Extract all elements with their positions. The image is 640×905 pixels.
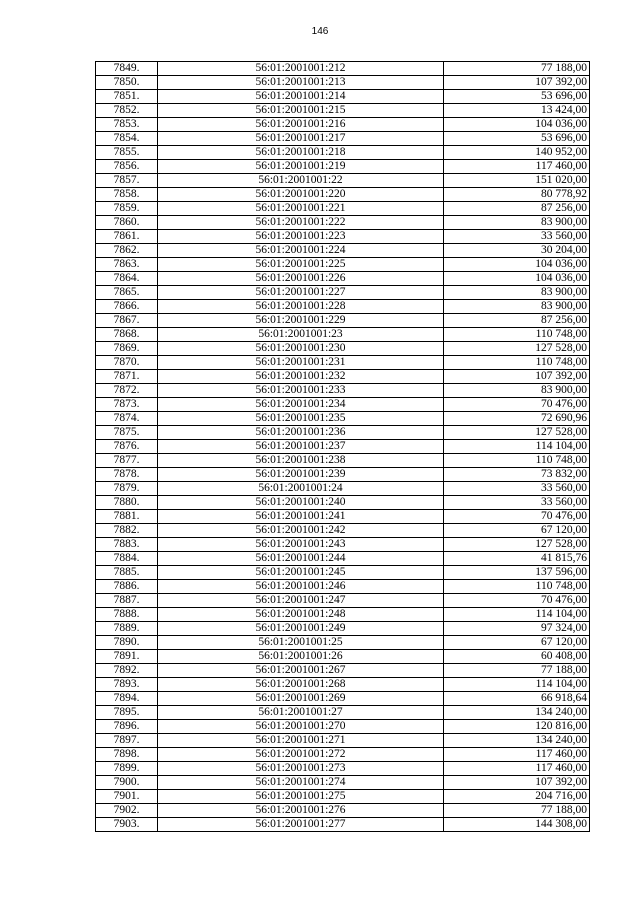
row-number-cell: 7865.	[96, 286, 158, 300]
table-row	[96, 384, 590, 398]
cadastral-value-cell: 117 460,00	[444, 748, 590, 762]
table-row	[96, 244, 590, 258]
table-row	[96, 468, 590, 482]
row-number-cell: 7876.	[96, 440, 158, 454]
table-row	[96, 804, 590, 818]
cadastral-value-cell: 107 392,00	[444, 370, 590, 384]
cadastral-number-cell: 56:01:2001001:249	[158, 622, 444, 636]
row-number-cell: 7862.	[96, 244, 158, 258]
cadastral-value-cell: 204 716,00	[444, 790, 590, 804]
row-number-cell: 7902.	[96, 804, 158, 818]
table-row	[96, 132, 590, 146]
table-row	[96, 510, 590, 524]
cadastral-number-cell: 56:01:2001001:274	[158, 776, 444, 790]
cadastral-number-cell: 56:01:2001001:270	[158, 720, 444, 734]
row-number-cell: 7891.	[96, 650, 158, 664]
cadastral-value-cell: 151 020,00	[444, 174, 590, 188]
cadastral-number-cell: 56:01:2001001:226	[158, 272, 444, 286]
cadastral-value-cell: 127 528,00	[444, 426, 590, 440]
row-number-cell: 7863.	[96, 258, 158, 272]
row-number-cell: 7857.	[96, 174, 158, 188]
cadastral-value-cell: 87 256,00	[444, 314, 590, 328]
cadastral-number-cell: 56:01:2001001:272	[158, 748, 444, 762]
cadastral-value-cell: 67 120,00	[444, 524, 590, 538]
cadastral-number-cell: 56:01:2001001:215	[158, 104, 444, 118]
table-row	[96, 188, 590, 202]
cadastral-value-cell: 120 816,00	[444, 720, 590, 734]
row-number-cell: 7894.	[96, 692, 158, 706]
table-row	[96, 272, 590, 286]
table-row	[96, 426, 590, 440]
row-number-cell: 7874.	[96, 412, 158, 426]
table-row	[96, 314, 590, 328]
row-number-cell: 7889.	[96, 622, 158, 636]
cadastral-number-cell: 56:01:2001001:27	[158, 706, 444, 720]
cadastral-number-cell: 56:01:2001001:232	[158, 370, 444, 384]
cadastral-value-cell: 77 188,00	[444, 804, 590, 818]
table-row	[96, 692, 590, 706]
row-number-cell: 7901.	[96, 790, 158, 804]
cadastral-number-cell: 56:01:2001001:221	[158, 202, 444, 216]
table-row	[96, 370, 590, 384]
table-row	[96, 776, 590, 790]
table-row	[96, 580, 590, 594]
row-number-cell: 7898.	[96, 748, 158, 762]
row-number-cell: 7861.	[96, 230, 158, 244]
cadastral-number-cell: 56:01:2001001:230	[158, 342, 444, 356]
cadastral-value-cell: 77 188,00	[444, 664, 590, 678]
cadastral-number-cell: 56:01:2001001:212	[158, 62, 444, 76]
cadastral-value-cell: 110 748,00	[444, 328, 590, 342]
table-row	[96, 664, 590, 678]
cadastral-value-cell: 127 528,00	[444, 538, 590, 552]
row-number-cell: 7853.	[96, 118, 158, 132]
cadastral-value-cell: 134 240,00	[444, 734, 590, 748]
row-number-cell: 7855.	[96, 146, 158, 160]
cadastral-number-cell: 56:01:2001001:239	[158, 468, 444, 482]
row-number-cell: 7884.	[96, 552, 158, 566]
cadastral-number-cell: 56:01:2001001:277	[158, 818, 444, 832]
cadastral-number-cell: 56:01:2001001:236	[158, 426, 444, 440]
cadastral-number-cell: 56:01:2001001:224	[158, 244, 444, 258]
table-row	[96, 524, 590, 538]
table-row	[96, 328, 590, 342]
cadastral-value-cell: 140 952,00	[444, 146, 590, 160]
row-number-cell: 7883.	[96, 538, 158, 552]
cadastral-value-cell: 110 748,00	[444, 454, 590, 468]
cadastral-number-cell: 56:01:2001001:268	[158, 678, 444, 692]
table-row	[96, 62, 590, 76]
cadastral-number-cell: 56:01:2001001:273	[158, 762, 444, 776]
table-row	[96, 636, 590, 650]
table-row	[96, 146, 590, 160]
table-row	[96, 538, 590, 552]
cadastral-value-cell: 83 900,00	[444, 384, 590, 398]
cadastral-number-cell: 56:01:2001001:247	[158, 594, 444, 608]
cadastral-value-cell: 83 900,00	[444, 300, 590, 314]
cadastral-number-cell: 56:01:2001001:26	[158, 650, 444, 664]
cadastral-number-cell: 56:01:2001001:276	[158, 804, 444, 818]
cadastral-value-cell: 80 778,92	[444, 188, 590, 202]
table-row	[96, 104, 590, 118]
row-number-cell: 7868.	[96, 328, 158, 342]
table-row	[96, 454, 590, 468]
table-row	[96, 342, 590, 356]
cadastral-value-cell: 60 408,00	[444, 650, 590, 664]
row-number-cell: 7896.	[96, 720, 158, 734]
page-number: 146	[311, 26, 329, 37]
cadastral-value-cell: 83 900,00	[444, 216, 590, 230]
cadastral-number-cell: 56:01:2001001:223	[158, 230, 444, 244]
cadastral-value-cell: 137 596,00	[444, 566, 590, 580]
row-number-cell: 7879.	[96, 482, 158, 496]
table-row	[96, 566, 590, 580]
table-row	[96, 258, 590, 272]
row-number-cell: 7851.	[96, 90, 158, 104]
cadastral-number-cell: 56:01:2001001:237	[158, 440, 444, 454]
table-row	[96, 790, 590, 804]
row-number-cell: 7888.	[96, 608, 158, 622]
cadastral-number-cell: 56:01:2001001:234	[158, 398, 444, 412]
row-number-cell: 7870.	[96, 356, 158, 370]
table-row	[96, 496, 590, 510]
table-row	[96, 398, 590, 412]
table-body	[96, 62, 590, 832]
table-row	[96, 720, 590, 734]
row-number-cell: 7873.	[96, 398, 158, 412]
row-number-cell: 7903.	[96, 818, 158, 832]
row-number-cell: 7881.	[96, 510, 158, 524]
row-number-cell: 7849.	[96, 62, 158, 76]
cadastral-value-cell: 114 104,00	[444, 678, 590, 692]
cadastral-value-cell: 33 560,00	[444, 496, 590, 510]
table-row	[96, 650, 590, 664]
cadastral-number-cell: 56:01:2001001:220	[158, 188, 444, 202]
row-number-cell: 7858.	[96, 188, 158, 202]
cadastral-value-cell: 83 900,00	[444, 286, 590, 300]
cadastral-value-cell: 107 392,00	[444, 76, 590, 90]
cadastral-number-cell: 56:01:2001001:216	[158, 118, 444, 132]
cadastral-number-cell: 56:01:2001001:244	[158, 552, 444, 566]
cadastral-number-cell: 56:01:2001001:22	[158, 174, 444, 188]
cadastral-number-cell: 56:01:2001001:238	[158, 454, 444, 468]
cadastral-value-cell: 104 036,00	[444, 272, 590, 286]
table-row	[96, 216, 590, 230]
cadastral-value-cell: 114 104,00	[444, 440, 590, 454]
cadastral-value-cell: 70 476,00	[444, 594, 590, 608]
row-number-cell: 7893.	[96, 678, 158, 692]
row-number-cell: 7860.	[96, 216, 158, 230]
cadastral-number-cell: 56:01:2001001:225	[158, 258, 444, 272]
cadastral-value-cell: 13 424,00	[444, 104, 590, 118]
table-row	[96, 160, 590, 174]
row-number-cell: 7852.	[96, 104, 158, 118]
cadastral-number-cell: 56:01:2001001:222	[158, 216, 444, 230]
row-number-cell: 7859.	[96, 202, 158, 216]
table-row	[96, 76, 590, 90]
table-row	[96, 174, 590, 188]
cadastral-value-cell: 70 476,00	[444, 398, 590, 412]
row-number-cell: 7887.	[96, 594, 158, 608]
cadastral-number-cell: 56:01:2001001:242	[158, 524, 444, 538]
cadastral-value-cell: 33 560,00	[444, 482, 590, 496]
row-number-cell: 7871.	[96, 370, 158, 384]
cadastral-value-cell: 127 528,00	[444, 342, 590, 356]
cadastral-value-cell: 134 240,00	[444, 706, 590, 720]
cadastral-number-cell: 56:01:2001001:227	[158, 286, 444, 300]
cadastral-number-cell: 56:01:2001001:228	[158, 300, 444, 314]
cadastral-value-cell: 73 832,00	[444, 468, 590, 482]
row-number-cell: 7886.	[96, 580, 158, 594]
cadastral-value-cell: 97 324,00	[444, 622, 590, 636]
row-number-cell: 7890.	[96, 636, 158, 650]
table-row	[96, 230, 590, 244]
cadastral-number-cell: 56:01:2001001:233	[158, 384, 444, 398]
table-row	[96, 818, 590, 832]
table-row	[96, 202, 590, 216]
cadastral-value-cell: 30 204,00	[444, 244, 590, 258]
row-number-cell: 7872.	[96, 384, 158, 398]
table-row	[96, 90, 590, 104]
table-row	[96, 300, 590, 314]
cadastral-number-cell: 56:01:2001001:241	[158, 510, 444, 524]
table-row	[96, 734, 590, 748]
cadastral-number-cell: 56:01:2001001:214	[158, 90, 444, 104]
row-number-cell: 7882.	[96, 524, 158, 538]
cadastral-value-cell: 117 460,00	[444, 160, 590, 174]
cadastral-number-cell: 56:01:2001001:275	[158, 790, 444, 804]
row-number-cell: 7900.	[96, 776, 158, 790]
cadastral-value-cell: 53 696,00	[444, 132, 590, 146]
row-number-cell: 7867.	[96, 314, 158, 328]
row-number-cell: 7869.	[96, 342, 158, 356]
cadastral-number-cell: 56:01:2001001:23	[158, 328, 444, 342]
cadastral-value-cell: 110 748,00	[444, 580, 590, 594]
cadastral-number-cell: 56:01:2001001:213	[158, 76, 444, 90]
cadastral-number-cell: 56:01:2001001:248	[158, 608, 444, 622]
cadastral-number-cell: 56:01:2001001:271	[158, 734, 444, 748]
cadastral-value-cell: 110 748,00	[444, 356, 590, 370]
table-row	[96, 440, 590, 454]
row-number-cell: 7897.	[96, 734, 158, 748]
cadastral-number-cell: 56:01:2001001:25	[158, 636, 444, 650]
cadastral-number-cell: 56:01:2001001:217	[158, 132, 444, 146]
row-number-cell: 7885.	[96, 566, 158, 580]
table-row	[96, 552, 590, 566]
cadastral-number-cell: 56:01:2001001:219	[158, 160, 444, 174]
cadastral-value-cell: 66 918,64	[444, 692, 590, 706]
cadastral-number-cell: 56:01:2001001:269	[158, 692, 444, 706]
table-row	[96, 608, 590, 622]
cadastral-number-cell: 56:01:2001001:235	[158, 412, 444, 426]
table-row	[96, 762, 590, 776]
cadastral-value-cell: 41 815,76	[444, 552, 590, 566]
table-row	[96, 482, 590, 496]
cadastral-value-cell: 104 036,00	[444, 118, 590, 132]
table-row	[96, 286, 590, 300]
cadastral-value-table	[95, 61, 590, 832]
cadastral-value-cell: 104 036,00	[444, 258, 590, 272]
table-row	[96, 706, 590, 720]
row-number-cell: 7877.	[96, 454, 158, 468]
cadastral-value-cell: 114 104,00	[444, 608, 590, 622]
cadastral-value-cell: 33 560,00	[444, 230, 590, 244]
cadastral-value-cell: 144 308,00	[444, 818, 590, 832]
cadastral-value-cell: 53 696,00	[444, 90, 590, 104]
table-row	[96, 356, 590, 370]
cadastral-number-cell: 56:01:2001001:246	[158, 580, 444, 594]
cadastral-number-cell: 56:01:2001001:218	[158, 146, 444, 160]
row-number-cell: 7880.	[96, 496, 158, 510]
cadastral-value-cell: 70 476,00	[444, 510, 590, 524]
cadastral-value-cell: 67 120,00	[444, 636, 590, 650]
table-row	[96, 622, 590, 636]
row-number-cell: 7875.	[96, 426, 158, 440]
row-number-cell: 7892.	[96, 664, 158, 678]
table-row	[96, 118, 590, 132]
cadastral-value-cell: 87 256,00	[444, 202, 590, 216]
cadastral-number-cell: 56:01:2001001:243	[158, 538, 444, 552]
row-number-cell: 7895.	[96, 706, 158, 720]
cadastral-number-cell: 56:01:2001001:240	[158, 496, 444, 510]
row-number-cell: 7866.	[96, 300, 158, 314]
cadastral-number-cell: 56:01:2001001:229	[158, 314, 444, 328]
row-number-cell: 7850.	[96, 76, 158, 90]
cadastral-number-cell: 56:01:2001001:231	[158, 356, 444, 370]
cadastral-value-cell: 72 690,96	[444, 412, 590, 426]
table-row	[96, 412, 590, 426]
cadastral-value-cell: 77 188,00	[444, 62, 590, 76]
cadastral-number-cell: 56:01:2001001:24	[158, 482, 444, 496]
row-number-cell: 7899.	[96, 762, 158, 776]
row-number-cell: 7864.	[96, 272, 158, 286]
row-number-cell: 7854.	[96, 132, 158, 146]
cadastral-value-cell: 107 392,00	[444, 776, 590, 790]
row-number-cell: 7878.	[96, 468, 158, 482]
cadastral-value-cell: 117 460,00	[444, 762, 590, 776]
cadastral-number-cell: 56:01:2001001:245	[158, 566, 444, 580]
row-number-cell: 7856.	[96, 160, 158, 174]
table-row	[96, 748, 590, 762]
cadastral-number-cell: 56:01:2001001:267	[158, 664, 444, 678]
table-row	[96, 594, 590, 608]
table-row	[96, 678, 590, 692]
